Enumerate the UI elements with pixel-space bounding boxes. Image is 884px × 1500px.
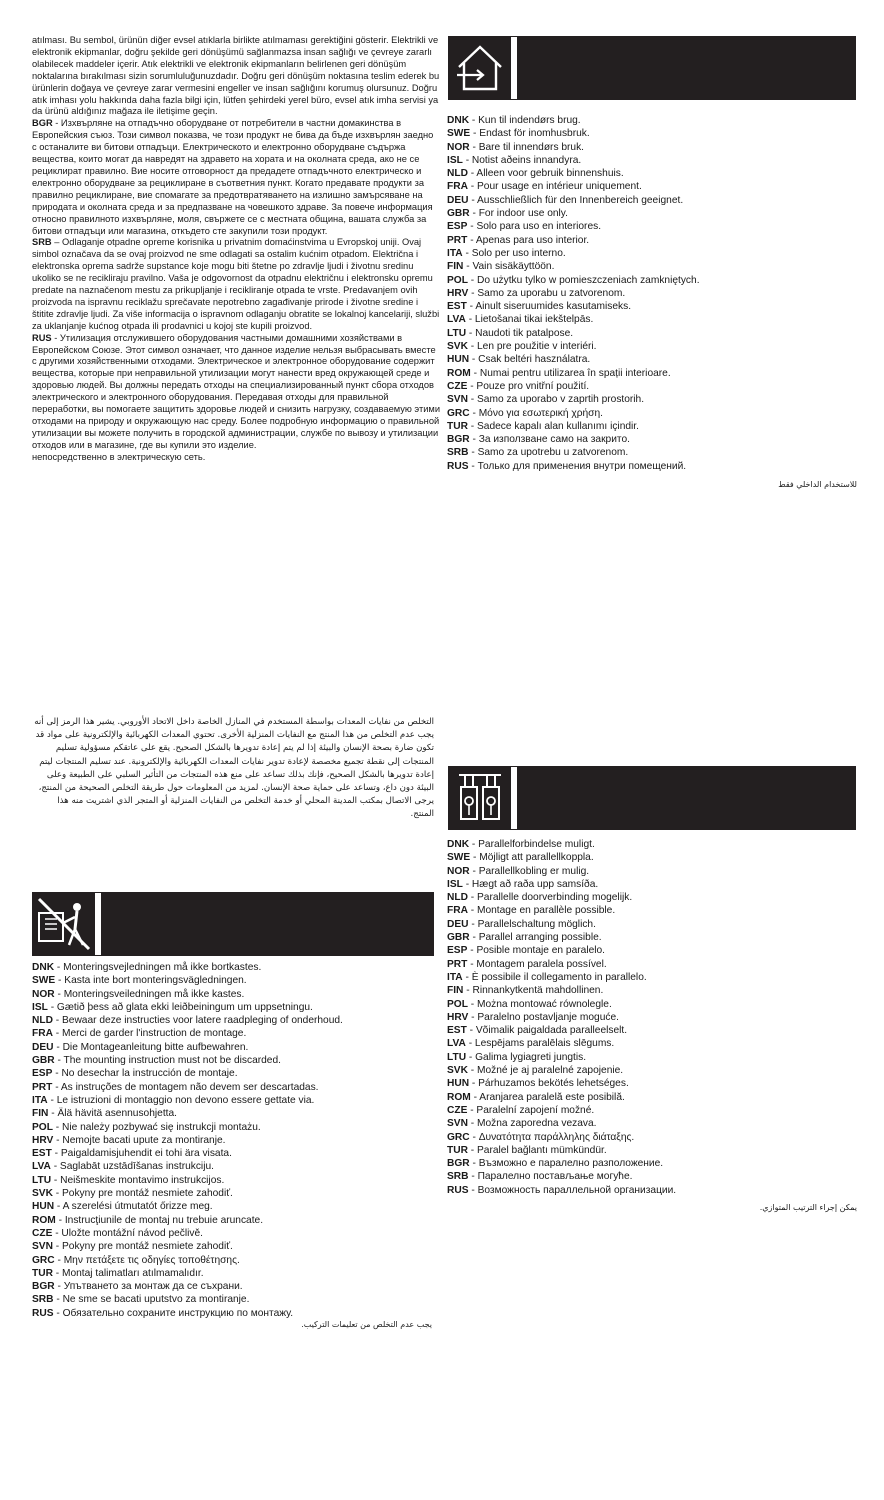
item-text: - Lespējams paralēlais slēgums. [465, 1038, 615, 1050]
list-item [32, 1307, 452, 1320]
list-item [447, 958, 867, 971]
item-text: - Nemojte bacati upute za montiranje. [53, 1134, 226, 1146]
list-item [447, 838, 867, 851]
lang-code: EST [32, 1148, 52, 1160]
item-text: - Älä hävitä asennusohjetta. [48, 1108, 177, 1120]
item-text: - Endast för inomhusbruk. [470, 128, 590, 140]
list-item [447, 234, 867, 247]
lang-code: CZE [447, 380, 468, 392]
lang-code: PRT [32, 1081, 53, 1093]
lang-code: CZE [32, 1227, 53, 1239]
lang-code: BGR [447, 434, 470, 446]
list-item [32, 974, 452, 987]
list-item [447, 1131, 867, 1144]
lang-code: HUN [447, 1078, 470, 1090]
item-text: - Solo para uso en interiores. [467, 221, 602, 233]
lang-code: FRA [447, 181, 468, 193]
list-item [447, 1037, 867, 1050]
lang-code: BGR [32, 118, 53, 129]
list-item [447, 918, 867, 931]
item-text: - Parallel arranging possible. [469, 932, 602, 944]
item-text: - Neišmeskite montavimo instrukcijos. [51, 1174, 225, 1186]
list-item [32, 1280, 452, 1293]
item-text: - Samo za upotrebu u zatvorenom. [468, 447, 629, 459]
list-item [447, 1051, 867, 1064]
list-item [447, 971, 867, 984]
list-item [447, 1170, 867, 1183]
list-item [32, 1134, 452, 1147]
item-text: - Alleen voor gebruik binnenshuis. [467, 168, 624, 180]
item-text: - Lietošanai tikai iekštelpās. [465, 314, 594, 326]
list-item [447, 380, 867, 393]
lang-code: SRB [32, 1294, 54, 1306]
item-text: - Samo za uporabo v zaprtih prostorih. [467, 394, 645, 406]
lang-code: POL [447, 274, 468, 286]
item-text: - Nie należy pozbywać się instrukcji montażu. [52, 1121, 261, 1133]
lang-code: FRA [447, 905, 468, 917]
item-text: - Gætið þess að glata ekki leiðbeiningum um uppsetningu. [47, 1001, 313, 1013]
item-text: - Solo per uso interno. [462, 247, 566, 259]
item-text: - As instruções de montagem não devem ser descartadas. [52, 1081, 319, 1093]
weee-text-column [32, 35, 440, 464]
item-text: - Паралелно постављање могуће. [468, 1171, 633, 1183]
item-text: - Bewaar deze instructies voor latere raadpleging of onderhoud. [52, 1015, 343, 1027]
lang-code: RUS [447, 1184, 469, 1196]
item-text: - Paralelní zapojení možné. [467, 1104, 595, 1116]
list-item [447, 260, 867, 273]
lang-code: ISL [447, 154, 463, 166]
lang-code: NLD [32, 1015, 53, 1027]
lang-code: BGR [447, 1158, 470, 1170]
icon-separator [511, 37, 517, 99]
item-text: - No desechar la instrucción de montaje. [52, 1068, 238, 1080]
item-text: - Instrucţiunile de montaj nu trebuie aruncate. [55, 1214, 264, 1226]
lang-code: NOR [447, 865, 470, 877]
weee-paragraph-bgr: BGR - Изхвърляне на отпадъчно оборудване от потребители в частни домакинства в Европейския съюз. Този символ показва, че този продукт не бива да бъде изхвърлян заедно с останалите ви битови отпадъци. Електрическото и електронно оборудване съдържа вещества, които могат да навредят на здравето на хората и на околната среда, ако не се рециклират правилно. Вие носите отговорност да предадете отпадъчното електрическо и електронно оборудване за рециклиране в съответния пункт. Когато предавате продукти за правилно рециклиране, вие спомагате за предотвратяването на излишно замърсяване на природата и околната среда и за предпазване на човешкото здраве. За повече информация относно правилното изхвърляне, моля, свържете се с местната община, вашата служба за битови отпадъци или магазина, откъдето сте закупили този продукт. [32, 118, 434, 236]
item-text: - Kasta inte bort monteringsvägledningen. [55, 975, 247, 987]
lang-code: ESP [447, 945, 468, 957]
item-text: - Možna zaporedna vezava. [467, 1118, 597, 1130]
lang-code: ROM [447, 1091, 471, 1103]
lang-code: FRA [32, 1028, 53, 1040]
lang-code: SVK [32, 1188, 53, 1200]
mounting-header [32, 892, 434, 956]
list-item [447, 851, 867, 864]
item-text: - Возможность параллельной организации. [468, 1184, 677, 1196]
lang-code: SWE [32, 975, 56, 987]
lang-code: LTU [447, 327, 467, 339]
item-text: - Párhuzamos bekötés lehetséges. [469, 1078, 629, 1090]
lang-code: HRV [447, 287, 469, 299]
list-item [447, 1011, 867, 1024]
list-item [32, 1174, 452, 1187]
item-text: - Montagem paralela possível. [467, 958, 607, 970]
parallel-connection-icon [449, 767, 511, 829]
list-item [32, 1240, 452, 1253]
item-text: - Pour usage en intérieur uniquement. [467, 181, 642, 193]
item-text: - Ausschließlich für den Innenbereich geeignet. [468, 194, 684, 206]
list-item [447, 460, 867, 473]
lang-code: HUN [32, 1201, 55, 1213]
lang-code: LTU [447, 1051, 467, 1063]
lang-code: LVA [447, 314, 466, 326]
item-text: - Только для применения внутри помещений. [468, 460, 687, 472]
item-text: - Обязательно сохраните инструкцию по монтажу. [53, 1307, 294, 1319]
list-item [447, 891, 867, 904]
lang-code: ISL [32, 1001, 48, 1013]
no-discard-instructions-icon [33, 893, 95, 955]
house-plug-icon [449, 37, 511, 99]
list-item [32, 1200, 452, 1213]
lang-code: FIN [447, 985, 464, 997]
item-text: - Pokyny pre montáž nesmiete zahodiť. [52, 1188, 233, 1200]
item-text: - Monteringsvejledningen må ikke bortkastes. [54, 962, 262, 973]
list-item [447, 127, 867, 140]
list-item [32, 1160, 452, 1173]
lang-code: SVN [447, 1118, 468, 1130]
list-item [447, 1117, 867, 1130]
lang-code: SRB [447, 1171, 469, 1183]
item-text: - Pokyny pre montáž nesmiete zahodiť. [52, 1241, 233, 1253]
list-item [447, 327, 867, 340]
icon-separator [511, 767, 517, 829]
lang-code: NOR [32, 988, 55, 1000]
indoor-use-items [447, 114, 867, 473]
item-text: - Ne sme se bacati uputstvo za montiranje. [53, 1294, 250, 1306]
lang-code: ESP [32, 1068, 53, 1080]
item-text: - Možné je aj paralelné zapojenie. [467, 1065, 624, 1077]
list-item [447, 287, 867, 300]
indoor-arabic-text: للاستخدام الداخلي فقط [778, 480, 857, 490]
item-text: - Monteringsveiledningen må ikke kastes. [54, 988, 245, 1000]
weee-paragraph-tur: atılması. Bu sembol, ürünün diğer evsel atıklarla birlikte atılmaması gerektiğini gösterir. Elektrikli ve elektronik ekipmanlar, doğru şekilde geri dönüşümü sağlanmazsa insan sağlığı ve çevreye zararlı olabilecek maddeler içerir. Atık elektrikli ve elektronik ekipmanların belirlenen geri dönüşüm noktalarına bırakılması sizin sorumluluğunuzdadır. Doğru geri dönüşüm noktasına teslim ederek bu ürünlerin doğaya ve çevreye zarar vermesini engeller ve insan sağlığını korumuş olursunuz. Doğru atık imhası yolu hakkında daha fazla bilgi için, lütfen şehirdeki yerel büro, evsel atık imha servisi ya da ürünü aldığınız mağaza ile iletişime geçin. [32, 35, 440, 117]
item-text: - Ainult siseruumides kasutamiseks. [466, 301, 632, 313]
arabic-weee-text: التخلص من نفايات المعدات بواسطة المستخدم في المنازل الخاصة داخل الاتحاد الأوروبي. يشير هذا الرمز إلى أنه يجب عدم التخلص من هذا المنتج مع النفايات المنزلية الأخرى. تحتوي المعدات الكهربائية والإلكترونية على مواد قد تكون ضارة بصحة الإنسان والبيئة إذا لم يتم إعادة تدويرها بالشكل الصحيح. يقع على عاتقكم مسؤولية تسليم المنتجات إلى نقطة تجميع مخصصة لإعادة تدوير نفايات المعدات الكهربائية والإلكترونية. عند تسليم المنتجات ليتم إعادة تدويرها بالشكل الصحيح، فإنك بذلك تساعد على منع هذه المنتجات من التأثير السلبي على الطبيعة وعلى البيئة دون داع، وتساعد على حماية صحة الإنسان. لمزيد من المعلومات حول طريقة التخلص الصحيحة من المنتج، يرجى الاتصال بمكتب المدينة المحلي أو خدمة التخلص من النفايات المنزلية أو المتجر الذي اشتريت منه هذا المنتج. [34, 717, 434, 820]
item-text: - Möjligt att parallellkoppla. [470, 852, 594, 864]
item-text: - Można montować równolegle. [467, 998, 612, 1010]
list-item [32, 1054, 452, 1067]
indoor-use-header [448, 36, 856, 100]
list-item [447, 446, 867, 459]
lang-code: GRC [32, 1254, 55, 1266]
list-item [447, 353, 867, 366]
parallel-arabic-text: يمكن إجراء الترتيب المتوازي. [759, 1203, 857, 1213]
list-item [447, 114, 867, 127]
lang-code: LTU [32, 1174, 52, 1186]
lang-code: HUN [447, 354, 470, 366]
list-item [447, 367, 867, 380]
item-text: - Notist aðeins innandyra. [462, 154, 582, 166]
lang-code: SWE [447, 852, 471, 864]
list-item [32, 1014, 452, 1027]
lang-code: SWE [447, 128, 471, 140]
lang-code: ITA [32, 1094, 48, 1106]
lang-code: NOR [447, 141, 470, 153]
lang-code: GBR [447, 932, 470, 944]
list-item [447, 220, 867, 233]
list-item [447, 141, 867, 154]
item-text: - За използване само на закрито. [469, 434, 630, 446]
mounting-items [32, 961, 452, 1320]
arabic-weee-paragraph [32, 716, 434, 822]
item-text: - Paralelno postavljanje moguće. [468, 1011, 619, 1023]
item-text: - Упътването за монтаж да се съхрани. [54, 1281, 243, 1293]
lang-code: GBR [32, 1055, 55, 1067]
item-text: - Aranjarea paralelă este posibilă. [470, 1091, 625, 1103]
item-text: - Parallelforbindelse muligt. [469, 839, 595, 850]
list-item [32, 1041, 452, 1054]
parallel-header [448, 766, 856, 830]
lang-code: FIN [447, 261, 464, 273]
list-item [32, 1267, 452, 1280]
lang-code: LVA [447, 1038, 466, 1050]
list-item [32, 1001, 452, 1014]
lang-code: GRC [447, 1131, 470, 1143]
list-item [447, 407, 867, 420]
lang-code: GRC [447, 407, 470, 419]
item-text: - A szerelési útmutatót őrizze meg. [54, 1201, 213, 1213]
item-text: - Hægt að raða upp samsíða. [462, 878, 599, 890]
list-item [447, 194, 867, 207]
list-item [32, 1067, 452, 1080]
weee-paragraph-rus: RUS - Утилизация отслужившего оборудования частными домашними хозяйствами в Европейском Союзе. Этот символ означает, что данное изделие нельзя выбрасывать вместе с другими хозяйственными отходами. Электрическое и электронное оборудование содержит вещества, которые при неправильной утилизации могут нанести вред окружающей среде и здоровью людей. Вы должны передать отходы на специализированный пункт сбора отходов электрического и электронного оборудования. Передавая отходы для правильной переработки, вы помогаете защитить здоровье людей и снизить нагрузку, создаваемую этими отходами на природу и окружающую нас среду. Более подробную информацию о правильной утилизации вы можете получить в городской администрации, службе по вывозу и утилизации отходов или в магазине, где вы купили это изделие. [32, 332, 441, 450]
item-text: - Montage en parallèle possible. [467, 905, 616, 917]
lang-code: RUS [32, 332, 52, 343]
list-item [32, 1107, 452, 1120]
lang-code: DNK [32, 962, 55, 973]
list-item [447, 998, 867, 1011]
item-text: - Posible montaje en paralelo. [467, 945, 606, 957]
item-text: - Vain sisäkäyttöön. [463, 261, 555, 273]
item-text: - Parallellkobling er mulig. [469, 865, 590, 877]
list-item [447, 300, 867, 313]
lang-code: DEU [447, 194, 469, 206]
parallel-items [447, 838, 867, 1197]
item-text: - È possibile il collegamento in parallelo. [462, 971, 647, 983]
list-item [447, 167, 867, 180]
lang-code: ITA [447, 247, 463, 259]
lang-code: ROM [32, 1214, 56, 1226]
lang-code: RUS [32, 1307, 54, 1319]
list-item [447, 865, 867, 878]
list-item [32, 1121, 452, 1134]
lang-code: SVN [447, 394, 468, 406]
list-item [447, 1144, 867, 1157]
item-text: - For indoor use only. [469, 208, 568, 220]
list-item [447, 154, 867, 167]
list-item [447, 944, 867, 957]
mounting-list [32, 961, 452, 1329]
list-item [32, 1027, 452, 1040]
item-text: - Saglabāt uzstādīšanas instrukciju. [50, 1161, 214, 1173]
lang-code: ESP [447, 221, 468, 233]
item-text: - Parallelschaltung möglich. [468, 918, 596, 930]
item-text: - Μόνο για εσωτερική χρήση. [469, 407, 603, 419]
list-item [447, 931, 867, 944]
item-text: - Csak beltéri használatra. [469, 354, 591, 366]
item-text: - Le istruzioni di montaggio non devono essere gettate via. [47, 1094, 315, 1106]
lang-code: TUR [32, 1267, 53, 1279]
item-text: - Sadece kapalı alan kullanımı içindir. [467, 420, 639, 432]
item-text: - Len pre použitie v interiéri. [467, 341, 597, 353]
lang-code: DEU [32, 1041, 54, 1053]
list-item [447, 1064, 867, 1077]
list-item [32, 1094, 452, 1107]
item-text: - Paralel bağlantı mümkündür. [467, 1144, 607, 1156]
lang-code: SVN [32, 1241, 53, 1253]
list-item [32, 1254, 452, 1267]
list-item [447, 1024, 867, 1037]
list-item [32, 1147, 452, 1160]
list-item [447, 274, 867, 287]
list-item [447, 1077, 867, 1090]
lang-code: RUS [447, 460, 469, 472]
list-item [447, 1157, 867, 1170]
lang-code: ITA [447, 971, 463, 983]
lang-code: HRV [447, 1011, 469, 1023]
weee-paragraph-srb: SRB – Odlaganje otpadne opreme korisnika u privatnim domaćinstvima u Evropskoj uniji. Ovaj simbol označava da se ovaj proizvod ne sme odlagati sa ostalim kućnim otpadom. Električna i elektronska oprema sadrže supstance koje mogu biti štetne po zdravlje ljudi i životnu sredinu ukoliko se ne recikliraju pravilno. Vaša je odgovornost da otpadnu električnu i elektronsku opremu predate na naznačenom mestu za prikupljanje i recikliranje otpada te vrste. Predavanjem ovih proizvoda na ispravnu reciklažu sprečavate nepotrebno zagađivanje prirode i životne sredine i štitite zdravlje ljudi. Za više informacija o ispravnom odlaganju obratite se lokalnoj kancelariji, službi za uklanjanje kućnog otpada ili prodavnici u kojoj ste kupili proizvod. [32, 237, 440, 331]
lang-code: ISL [447, 878, 463, 890]
lang-code: NLD [447, 892, 468, 904]
list-item [32, 1187, 452, 1200]
lang-code: EST [447, 301, 467, 313]
list-item [32, 1214, 452, 1227]
indoor-use-list [447, 114, 867, 489]
list-item [447, 1104, 867, 1117]
list-item [32, 1293, 452, 1306]
item-text: - Δυνατότητα παράλληλης διάταξης. [469, 1131, 635, 1143]
weee-paragraph-tail: непосредственно в электрическую сеть. [32, 451, 206, 462]
lang-code: DEU [447, 918, 469, 930]
lang-code: HRV [32, 1134, 54, 1146]
lang-code: POL [447, 998, 468, 1010]
item-text: - Merci de garder l'instruction de montage. [52, 1028, 247, 1040]
lang-code: DNK [447, 115, 470, 126]
item-text: - The mounting instruction must not be discarded. [54, 1055, 281, 1067]
list-item [32, 1227, 452, 1240]
lang-code: ROM [447, 367, 471, 379]
list-item [447, 207, 867, 220]
item-text: - Pouze pro vnitřní použití. [467, 380, 590, 392]
list-item [447, 1184, 867, 1197]
lang-code: CZE [447, 1104, 468, 1116]
lang-code: SRB [447, 447, 469, 459]
list-item [447, 904, 867, 917]
list-item [447, 340, 867, 353]
lang-code: TUR [447, 1144, 468, 1156]
list-item [32, 961, 452, 974]
item-text: - Die Montageanleitung bitte aufbewahren. [53, 1041, 249, 1053]
item-text: - Възможно е паралелно разположение. [469, 1158, 664, 1170]
item-text: - Naudoti tik patalpose. [466, 327, 574, 339]
mounting-arabic-text: يجب عدم التخلص من تعليمات التركيب. [301, 1320, 432, 1330]
list-item [32, 1081, 452, 1094]
item-text: - Paigaldamisjuhendit ei tohi ära visata. [51, 1148, 232, 1160]
lang-code: DNK [447, 839, 470, 850]
item-text: - Rinnankytkentä mahdollinen. [463, 985, 604, 997]
item-text: - Kun til indendørs brug. [469, 115, 581, 126]
lang-code: SRB [32, 237, 52, 248]
lang-code: PRT [447, 958, 468, 970]
list-item [447, 313, 867, 326]
lang-code: NLD [447, 168, 468, 180]
item-text: - Apenas para uso interior. [467, 234, 590, 246]
lang-code: FIN [32, 1108, 49, 1120]
lang-code: LVA [32, 1161, 51, 1173]
item-text: - Uložte montážní návod pečlivě. [52, 1227, 203, 1239]
lang-code: SVK [447, 341, 468, 353]
item-text: - Galima lygiagreti jungtis. [466, 1051, 587, 1063]
list-item [447, 247, 867, 260]
lang-code: EST [447, 1025, 467, 1037]
item-text: - Parallelle doorverbinding mogelijk. [467, 892, 633, 904]
item-text: - Võimalik paigaldada paralleelselt. [466, 1025, 628, 1037]
item-text: - Μην πετάξετε τις οδηγίες τοποθέτησης. [54, 1254, 240, 1266]
item-text: - Numai pentru utilizarea în spații interioare. [470, 367, 671, 379]
lang-code: PRT [447, 234, 468, 246]
lang-code: POL [32, 1121, 53, 1133]
item-text: - Samo za uporabu u zatvorenom. [468, 287, 626, 299]
item-text: - Bare til innendørs bruk. [469, 141, 585, 153]
lang-code: SVK [447, 1065, 468, 1077]
list-item [447, 393, 867, 406]
lang-code: GBR [447, 208, 470, 220]
item-text: - Montaj talimatları atılmamalıdır. [52, 1267, 204, 1279]
lang-code: BGR [32, 1281, 55, 1293]
list-item [447, 180, 867, 193]
list-item [32, 988, 452, 1001]
list-item [447, 878, 867, 891]
icon-separator [95, 893, 101, 955]
parallel-list [447, 838, 867, 1212]
list-item [447, 1091, 867, 1104]
list-item [447, 984, 867, 997]
list-item [447, 433, 867, 446]
item-text: - Do użytku tylko w pomieszczeniach zamkniętych. [467, 274, 700, 286]
lang-code: TUR [447, 420, 468, 432]
list-item [447, 420, 867, 433]
